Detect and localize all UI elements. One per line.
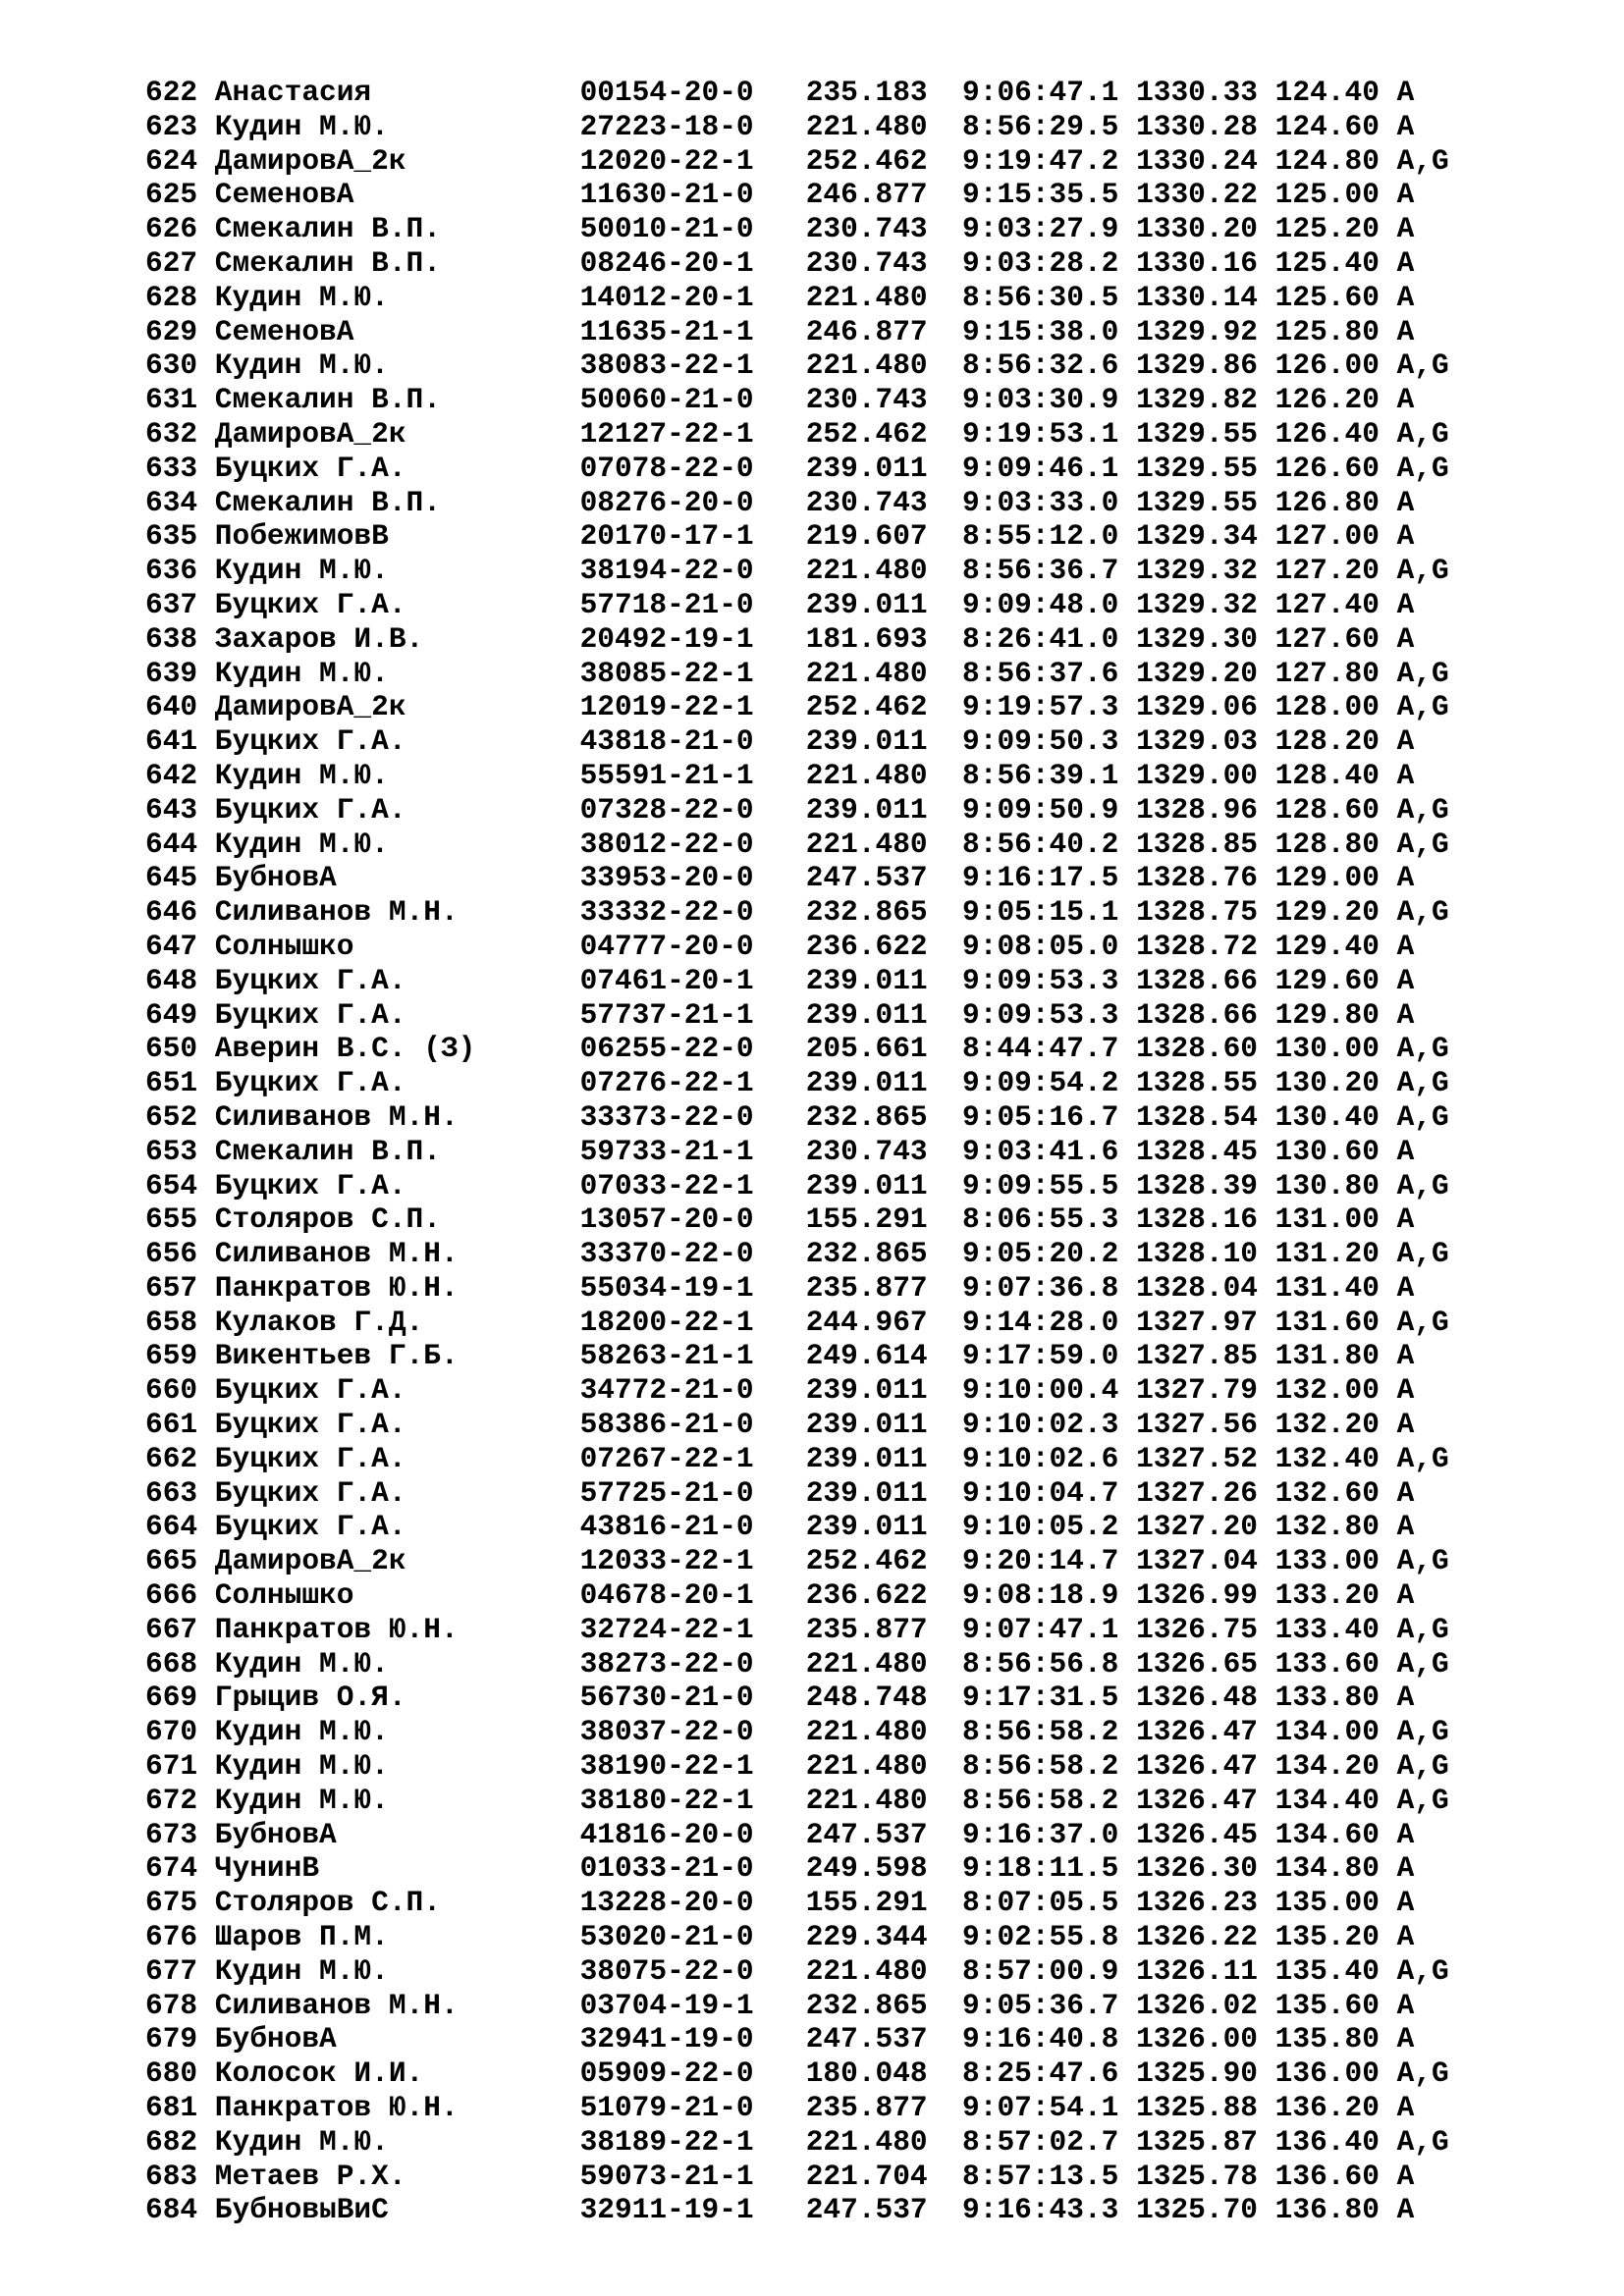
result-row: 645 БубновА 33953-20-0 247.537 9:16:17.5 1328.76 129.00 A (145, 861, 1415, 895)
result-row: 649 Буцких Г.А. 57737-21-1 239.011 9:09:53.3 1328.66 129.80 A (145, 997, 1415, 1032)
result-row: 666 Солнышко 04678-20-1 236.622 9:08:18.9 1326.99 133.20 A (145, 1578, 1415, 1613)
result-row: 668 Кудин М.Ю. 38273-22-0 221.480 8:56:56.8 1326.65 133.60 A,G (145, 1646, 1449, 1681)
result-row: 663 Буцких Г.А. 57725-21-0 239.011 9:10:04.7 1327.26 132.60 A (145, 1475, 1415, 1510)
result-row: 653 Смекалин В.П. 59733-21-1 230.743 9:03:41.6 1328.45 130.60 A (145, 1134, 1415, 1168)
result-row: 678 Силиванов М.Н. 03704-19-1 232.865 9:05:36.7 1326.02 135.60 A (145, 1988, 1415, 2022)
result-row: 660 Буцких Г.А. 34772-21-0 239.011 9:10:00.4 1327.79 132.00 A (145, 1373, 1415, 1408)
result-row: 667 Панкратов Ю.Н. 32724-22-1 235.877 9:07:47.1 1326.75 133.40 A,G (145, 1612, 1449, 1646)
result-row: 680 Колосок И.И. 05909-22-0 180.048 8:25:47.6 1325.90 136.00 A,G (145, 2056, 1449, 2091)
result-row: 671 Кудин М.Ю. 38190-22-1 221.480 8:56:58.2 1326.47 134.20 A,G (145, 1749, 1449, 1784)
result-row: 638 Захаров И.В. 20492-19-1 181.693 8:26:41.0 1329.30 127.60 A (145, 621, 1415, 656)
result-row: 643 Буцких Г.А. 07328-22-0 239.011 9:09:50.9 1328.96 128.60 A,G (145, 792, 1449, 827)
result-row: 642 Кудин М.Ю. 55591-21-1 221.480 8:56:39.1 1329.00 128.40 A (145, 758, 1415, 792)
result-row: 674 ЧунинВ 01033-21-0 249.598 9:18:11.5 1326.30 134.80 A (145, 1851, 1415, 1886)
result-row: 664 Буцких Г.А. 43816-21-0 239.011 9:10:05.2 1327.20 132.80 A (145, 1510, 1415, 1544)
result-row: 657 Панкратов Ю.Н. 55034-19-1 235.877 9:07:36.8 1328.04 131.40 A (145, 1270, 1415, 1305)
result-row: 637 Буцких Г.А. 57718-21-0 239.011 9:09:48.0 1329.32 127.40 A (145, 587, 1415, 621)
result-row: 641 Буцких Г.А. 43818-21-0 239.011 9:09:50.3 1329.03 128.20 A (145, 724, 1415, 759)
result-row: 644 Кудин М.Ю. 38012-22-0 221.480 8:56:40.2 1328.85 128.80 A,G (145, 827, 1449, 861)
result-row: 623 Кудин М.Ю. 27223-18-0 221.480 8:56:29.5 1330.28 124.60 A (145, 109, 1415, 143)
result-row: 662 Буцких Г.А. 07267-22-1 239.011 9:10:02.6 1327.52 132.40 A,G (145, 1441, 1449, 1475)
result-row: 682 Кудин М.Ю. 38189-22-1 221.480 8:57:02.7 1325.87 136.40 A,G (145, 2124, 1449, 2159)
result-row: 632 ДамировА_2к 12127-22-1 252.462 9:19:53.1 1329.55 126.40 A,G (145, 416, 1449, 451)
result-row: 624 ДамировА_2к 12020-22-1 252.462 9:19:47.2 1330.24 124.80 A,G (145, 143, 1449, 178)
result-row: 622 Анастасия 00154-20-0 235.183 9:06:47.1 1330.33 124.40 A (145, 76, 1415, 109)
result-row: 650 Аверин В.С. (З) 06255-22-0 205.661 8:44:47.7 1328.60 130.00 A,G (145, 1032, 1449, 1066)
result-row: 629 СеменовА 11635-21-1 246.877 9:15:38.0 1329.92 125.80 A (145, 314, 1415, 348)
result-row: 639 Кудин М.Ю. 38085-22-1 221.480 8:56:37.6 1329.20 127.80 A,G (145, 656, 1449, 690)
result-row: 669 Грыцив О.Я. 56730-21-0 248.748 9:17:31.5 1326.48 133.80 A (145, 1681, 1415, 1715)
result-row: 679 БубновА 32941-19-0 247.537 9:16:40.8 1326.00 135.80 A (145, 2022, 1415, 2056)
result-row: 628 Кудин М.Ю. 14012-20-1 221.480 8:56:30.5 1330.14 125.60 A (145, 280, 1415, 314)
result-row: 648 Буцких Г.А. 07461-20-1 239.011 9:09:53.3 1328.66 129.60 A (145, 963, 1415, 997)
result-row: 627 Смекалин В.П. 08246-20-1 230.743 9:03:28.2 1330.16 125.40 A (145, 245, 1415, 280)
result-row: 659 Викентьев Г.Б. 58263-21-1 249.614 9:17:59.0 1327.85 131.80 A (145, 1339, 1415, 1373)
result-row: 633 Буцких Г.А. 07078-22-0 239.011 9:09:46.1 1329.55 126.60 A,G (145, 451, 1449, 485)
result-row: 676 Шаров П.М. 53020-21-0 229.344 9:02:55.8 1326.22 135.20 A (145, 1920, 1415, 1954)
result-row: 652 Силиванов М.Н. 33373-22-0 232.865 9:05:16.7 1328.54 130.40 A,G (145, 1099, 1449, 1134)
result-row: 665 ДамировА_2к 12033-22-1 252.462 9:20:14.7 1327.04 133.00 A,G (145, 1544, 1449, 1578)
result-row: 651 Буцких Г.А. 07276-22-1 239.011 9:09:54.2 1328.55 130.20 A,G (145, 1066, 1449, 1100)
result-row: 661 Буцких Г.А. 58386-21-0 239.011 9:10:02.3 1327.56 132.20 A (145, 1408, 1415, 1442)
result-row: 683 Метаев Р.Х. 59073-21-1 221.704 8:57:13.5 1325.78 136.60 A (145, 2159, 1415, 2193)
result-row: 634 Смекалин В.П. 08276-20-0 230.743 9:03:33.0 1329.55 126.80 A (145, 485, 1415, 519)
result-row: 647 Солнышко 04777-20-0 236.622 9:08:05.0 1328.72 129.40 A (145, 929, 1415, 963)
result-row: 670 Кудин М.Ю. 38037-22-0 221.480 8:56:58.2 1326.47 134.00 A,G (145, 1715, 1449, 1749)
result-row: 640 ДамировА_2к 12019-22-1 252.462 9:19:57.3 1329.06 128.00 A,G (145, 690, 1449, 724)
result-row: 626 Смекалин В.П. 50010-21-0 230.743 9:03:27.9 1330.20 125.20 A (145, 212, 1415, 246)
result-row: 677 Кудин М.Ю. 38075-22-0 221.480 8:57:00.9 1326.11 135.40 A,G (145, 1953, 1449, 1988)
result-row: 656 Силиванов М.Н. 33370-22-0 232.865 9:05:20.2 1328.10 131.20 A,G (145, 1237, 1449, 1271)
result-row: 673 БубновА 41816-20-0 247.537 9:16:37.0 1326.45 134.60 A (145, 1817, 1415, 1851)
result-row: 654 Буцких Г.А. 07033-22-1 239.011 9:09:55.5 1328.39 130.80 A,G (145, 1168, 1449, 1202)
result-row: 655 Столяров С.П. 13057-20-0 155.291 8:06:55.3 1328.16 131.00 A (145, 1202, 1415, 1237)
result-row: 646 Силиванов М.Н. 33332-22-0 232.865 9:05:15.1 1328.75 129.20 A,G (145, 895, 1449, 930)
result-row: 684 БубновыВиС 32911-19-1 247.537 9:16:43.3 1325.70 136.80 A (145, 2193, 1415, 2227)
result-row: 636 Кудин М.Ю. 38194-22-0 221.480 8:56:36.7 1329.32 127.20 A,G (145, 554, 1449, 588)
result-row: 658 Кулаков Г.Д. 18200-22-1 244.967 9:14:28.0 1327.97 131.60 A,G (145, 1305, 1449, 1339)
result-row: 635 ПобежимовВ 20170-17-1 219.607 8:55:12.0 1329.34 127.00 A (145, 519, 1415, 554)
result-row: 672 Кудин М.Ю. 38180-22-1 221.480 8:56:58.2 1326.47 134.40 A,G (145, 1783, 1449, 1817)
result-row: 675 Столяров С.П. 13228-20-0 155.291 8:07:05.5 1326.23 135.00 A (145, 1886, 1415, 1920)
result-row: 631 Смекалин В.П. 50060-21-0 230.743 9:03:30.9 1329.82 126.20 A (145, 383, 1415, 417)
result-row: 630 Кудин М.Ю. 38083-22-1 221.480 8:56:32.6 1329.86 126.00 A,G (145, 348, 1449, 383)
results-listing (145, 76, 1449, 2227)
result-row: 681 Панкратов Ю.Н. 51079-21-0 235.877 9:07:54.1 1325.88 136.20 A (145, 2091, 1415, 2125)
result-row: 625 СеменовА 11630-21-0 246.877 9:15:35.5 1330.22 125.00 A (145, 178, 1415, 212)
